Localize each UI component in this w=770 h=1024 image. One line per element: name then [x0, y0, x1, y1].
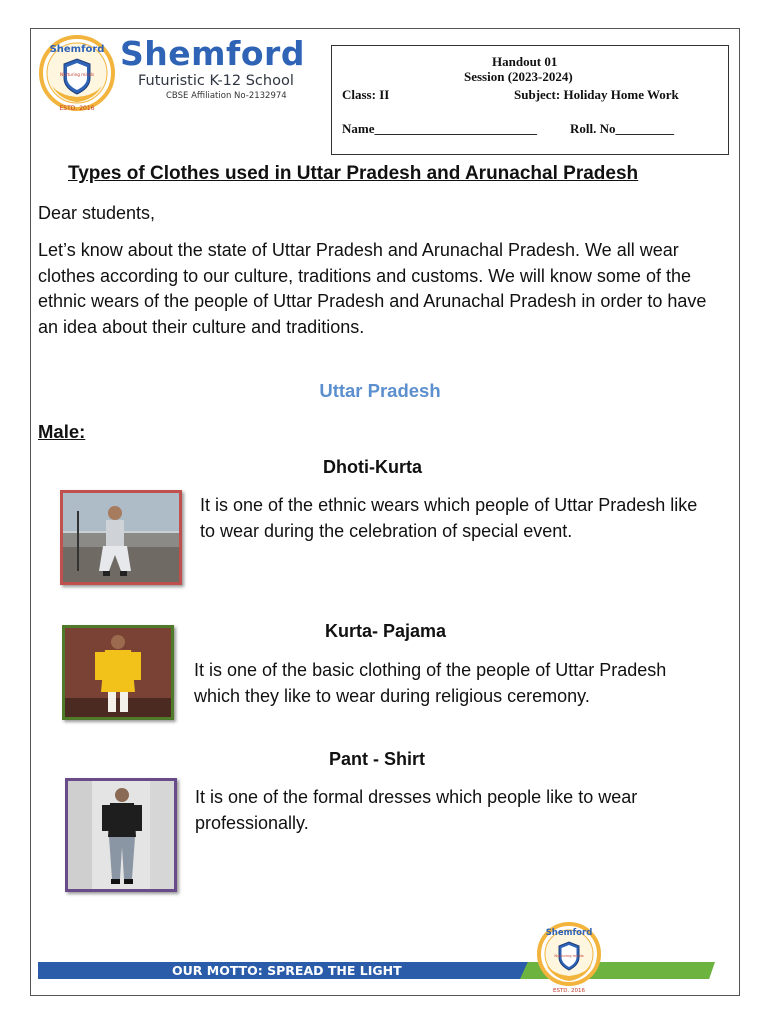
school-affiliation: CBSE Affiliation No-2132974	[166, 91, 287, 101]
svg-text:Shemford: Shemford	[49, 44, 105, 55]
roll-number-field: Roll. No_________	[570, 121, 674, 136]
greeting: Dear students,	[38, 203, 156, 223]
dhoti-kurta-photo	[60, 490, 182, 585]
footer-seal-logo	[528, 917, 610, 995]
item-desc-pant-shirt: It is one of the formal dresses which people like to wear professionally.	[195, 787, 638, 833]
name-field: Name_________________________	[342, 121, 537, 136]
gender-heading: Male:	[38, 421, 86, 442]
item-title-pant-shirt: Pant - Shirt	[329, 749, 426, 769]
intro-paragraph: Let’s know about the state of Uttar Pradesh and Arunachal Pradesh. We all wear clothes according to our culture, traditions and customs. We will know some of the ethnic wears of the people of Uttar Pradesh and Arunachal Pradesh in order to have an idea about their culture and traditions.	[38, 240, 707, 337]
handout-number: Handout 01	[492, 54, 558, 69]
school-seal-logo	[38, 34, 116, 112]
svg-text:ESTD. 2016: ESTD. 2016	[59, 105, 95, 112]
subject-label: Subject: Holiday Home Work	[514, 87, 679, 102]
school-brand	[120, 36, 330, 102]
svg-text:Shemford: Shemford	[545, 928, 593, 938]
svg-text:Nurturing minds: Nurturing minds	[554, 954, 584, 958]
handout-info-box	[331, 45, 729, 155]
footer-motto: OUR MOTTO: SPREAD THE LIGHT	[172, 963, 402, 978]
school-name: Shemford	[120, 34, 305, 73]
school-tagline: Futuristic K-12 School	[138, 73, 294, 89]
pant-shirt-photo	[65, 778, 177, 892]
section-heading: Uttar Pradesh	[319, 380, 441, 401]
item-title-kurta-pajama: Kurta- Pajama	[325, 621, 447, 641]
item-desc-dhoti-kurta: It is one of the ethnic wears which people of Uttar Pradesh like to wear during the celebration of special event.	[200, 495, 698, 541]
item-title-dhoti-kurta: Dhoti-Kurta	[323, 457, 422, 477]
session-year: Session (2023-2024)	[464, 69, 573, 84]
kurta-pajama-photo	[62, 625, 174, 720]
class-label: Class: II	[342, 87, 390, 102]
svg-text:Nurturing minds: Nurturing minds	[59, 72, 95, 77]
page-title: Types of Clothes used in Uttar Pradesh and Arunachal Pradesh	[68, 163, 639, 184]
item-desc-kurta-pajama: It is one of the basic clothing of the people of Uttar Pradesh which they like to wear during religious ceremony.	[194, 660, 667, 706]
svg-text:ESTD. 2016: ESTD. 2016	[552, 988, 586, 994]
